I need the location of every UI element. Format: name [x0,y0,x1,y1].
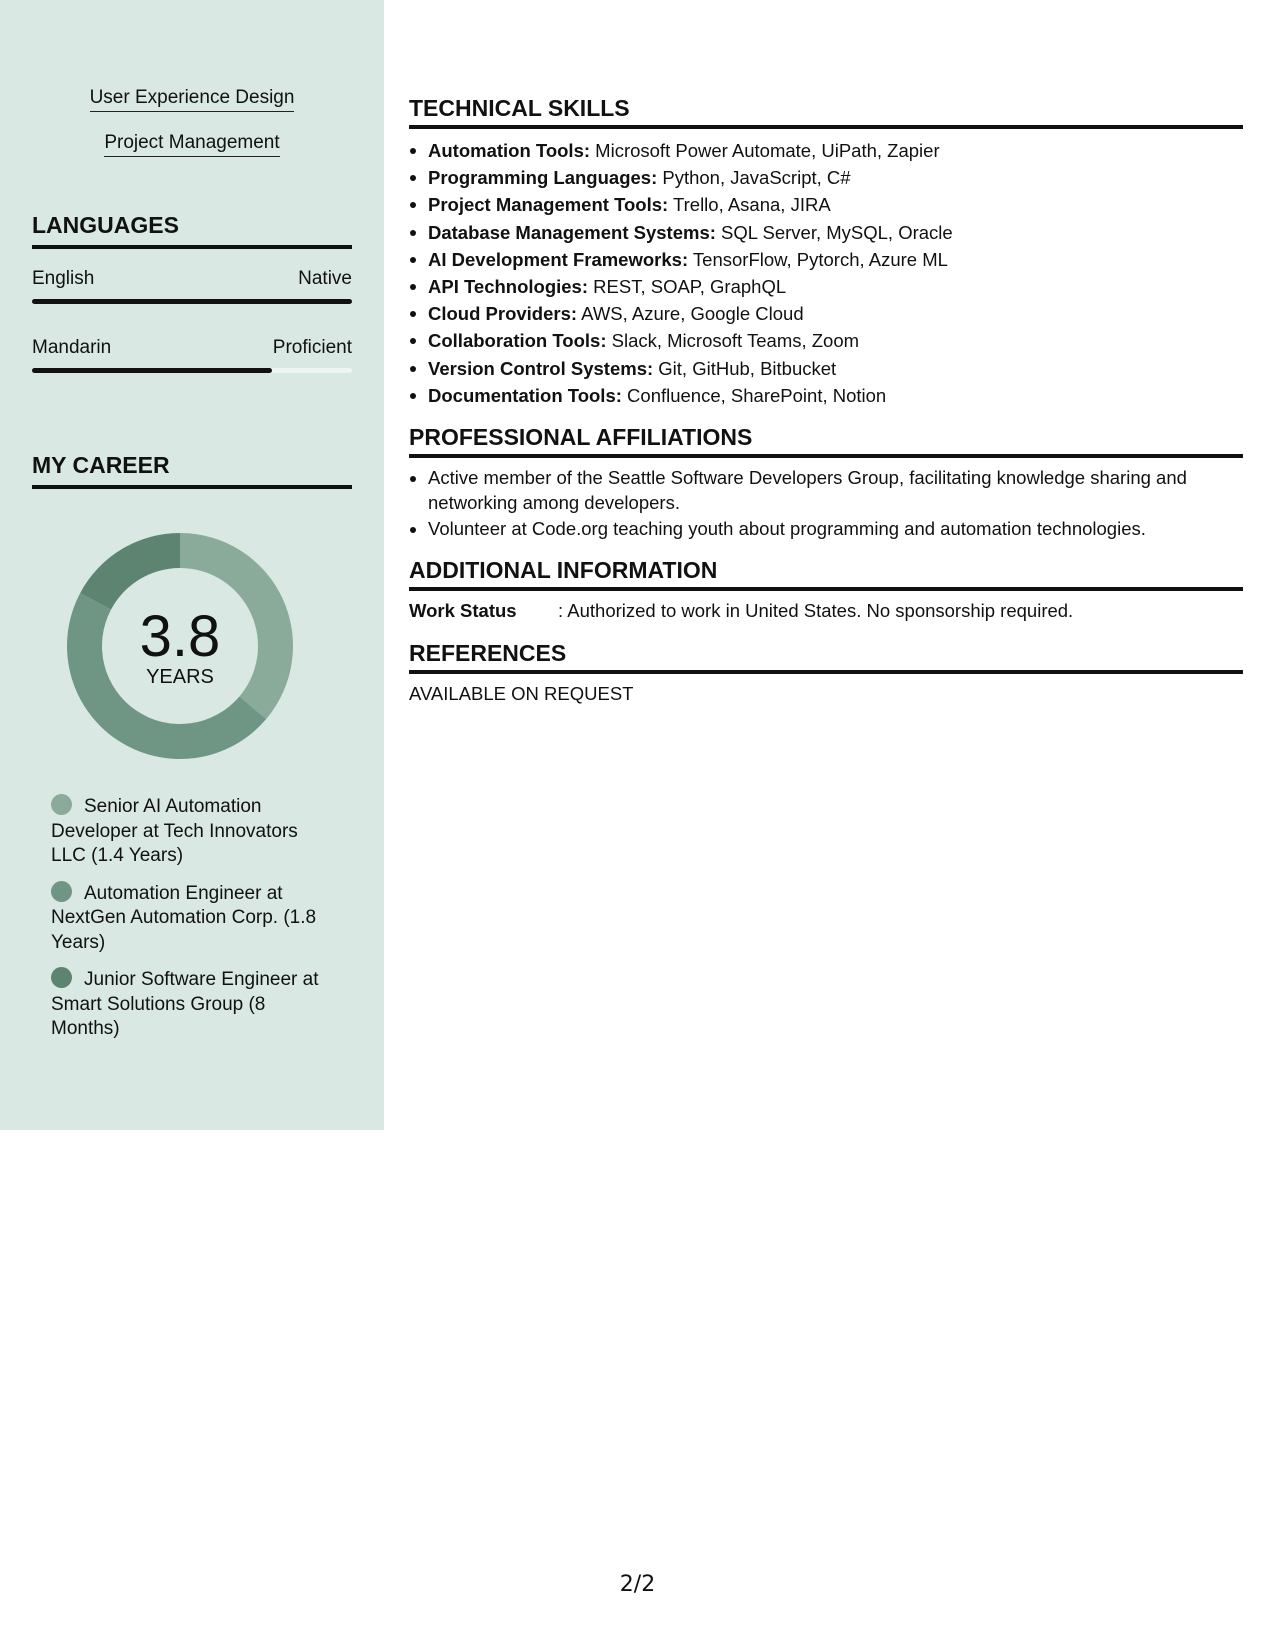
career-legend-label: Senior AI Automation Developer at Tech Innovators LLC (1.4 Years) [51,796,298,866]
skill-category: Version Control Systems: [428,357,654,379]
skill-values: Python, JavaScript, C# [657,167,851,189]
work-status-value: : Authorized to work in United States. No sponsorship required. [558,599,1074,621]
language-proficiency-bar [32,368,352,373]
skill-values: Trello, Asana, JIRA [668,194,831,216]
sidebar [0,0,384,1130]
skill-item [409,246,1243,273]
career-legend-item [51,794,331,869]
references-section [409,639,1243,706]
language-name: English [32,268,95,289]
skill-values: TensorFlow, Pytorch, Azure ML [688,248,948,270]
skill-values: Git, GitHub, Bitbucket [653,357,837,379]
skill-item [409,327,1243,354]
skill-category: Automation Tools: [428,140,591,161]
skill-tag: User Experience Design [90,86,295,112]
skill-category: Database Management Systems: [428,221,716,243]
main-content [409,94,1243,720]
skill-category: API Technologies: [428,276,589,298]
career-total-unit: YEARS [146,666,214,688]
language-name: Mandarin [32,337,112,358]
career-legend-label: Automation Engineer at NextGen Automation Corp. (1.8 Years) [51,882,317,953]
additional-info-section [409,556,1243,625]
skill-category: Collaboration Tools: [428,330,607,352]
skill-category: Documentation Tools: [428,384,622,406]
skill-item [409,355,1243,382]
career-legend-item [51,967,331,1042]
language-row [32,267,352,311]
career-legend-label: Junior Software Engineer at Smart Solutions Group (8 Months) [51,969,319,1039]
affiliations-section [409,423,1243,542]
skill-values: AWS, Azure, Google Cloud [577,303,804,325]
languages-heading: LANGUAGES [32,211,352,249]
language-proficiency-fill [32,299,352,304]
skill-item [409,191,1243,218]
skill-category: Programming Languages: [428,167,658,189]
work-status-row [409,599,1243,625]
additional-info-heading: ADDITIONAL INFORMATION [409,556,1243,591]
donut-center [65,531,295,761]
language-row [32,336,352,380]
skill-item [409,300,1243,327]
legend-dot-icon [51,794,72,815]
skill-category: Cloud Providers: [428,303,578,325]
skill-values: Microsoft Power Automate, UiPath, Zapier [590,140,940,161]
career-donut-chart [65,531,295,761]
skill-tag: Project Management [104,131,279,157]
legend-dot-icon [51,881,72,902]
language-proficiency-bar [32,299,352,304]
language-level: Native [298,268,352,289]
affiliations-heading: PROFESSIONAL AFFILIATIONS [409,423,1243,458]
technical-skills-section [409,94,1243,409]
legend-dot-icon [51,967,72,988]
skill-item [409,137,1243,164]
affiliations-list [409,466,1243,542]
skill-category: Project Management Tools: [428,194,669,216]
language-proficiency-fill [32,368,272,373]
career-total-years: 3.8 [139,604,221,669]
skill-tags [0,86,384,176]
affiliation-item: Active member of the Seattle Software Developers Group, facilitating knowledge sharing and networking among developers. [409,466,1243,515]
skill-values: Confluence, SharePoint, Notion [621,384,887,406]
skill-item [409,273,1243,300]
work-status-label: Work Status [409,599,517,621]
career-legend-item [51,881,331,956]
skill-values: REST, SOAP, GraphQL [588,276,787,298]
skill-values: Slack, Microsoft Teams, Zoom [606,330,860,352]
skill-item [409,382,1243,409]
skill-values: SQL Server, MySQL, Oracle [715,221,953,243]
career-heading: MY CAREER [32,451,352,489]
career-legend [51,794,331,1054]
references-text: AVAILABLE ON REQUEST [409,682,634,704]
references-heading: REFERENCES [409,639,1243,674]
affiliation-item: Volunteer at Code.org teaching youth about programming and automation technologies. [409,517,1243,542]
technical-skills-heading: TECHNICAL SKILLS [409,94,1243,129]
skill-item [409,219,1243,246]
technical-skills-list [409,137,1243,409]
skill-item [409,164,1243,191]
page-number: 2/2 [619,1572,656,1597]
skill-category: AI Development Frameworks: [428,248,689,270]
language-level: Proficient [272,337,352,358]
